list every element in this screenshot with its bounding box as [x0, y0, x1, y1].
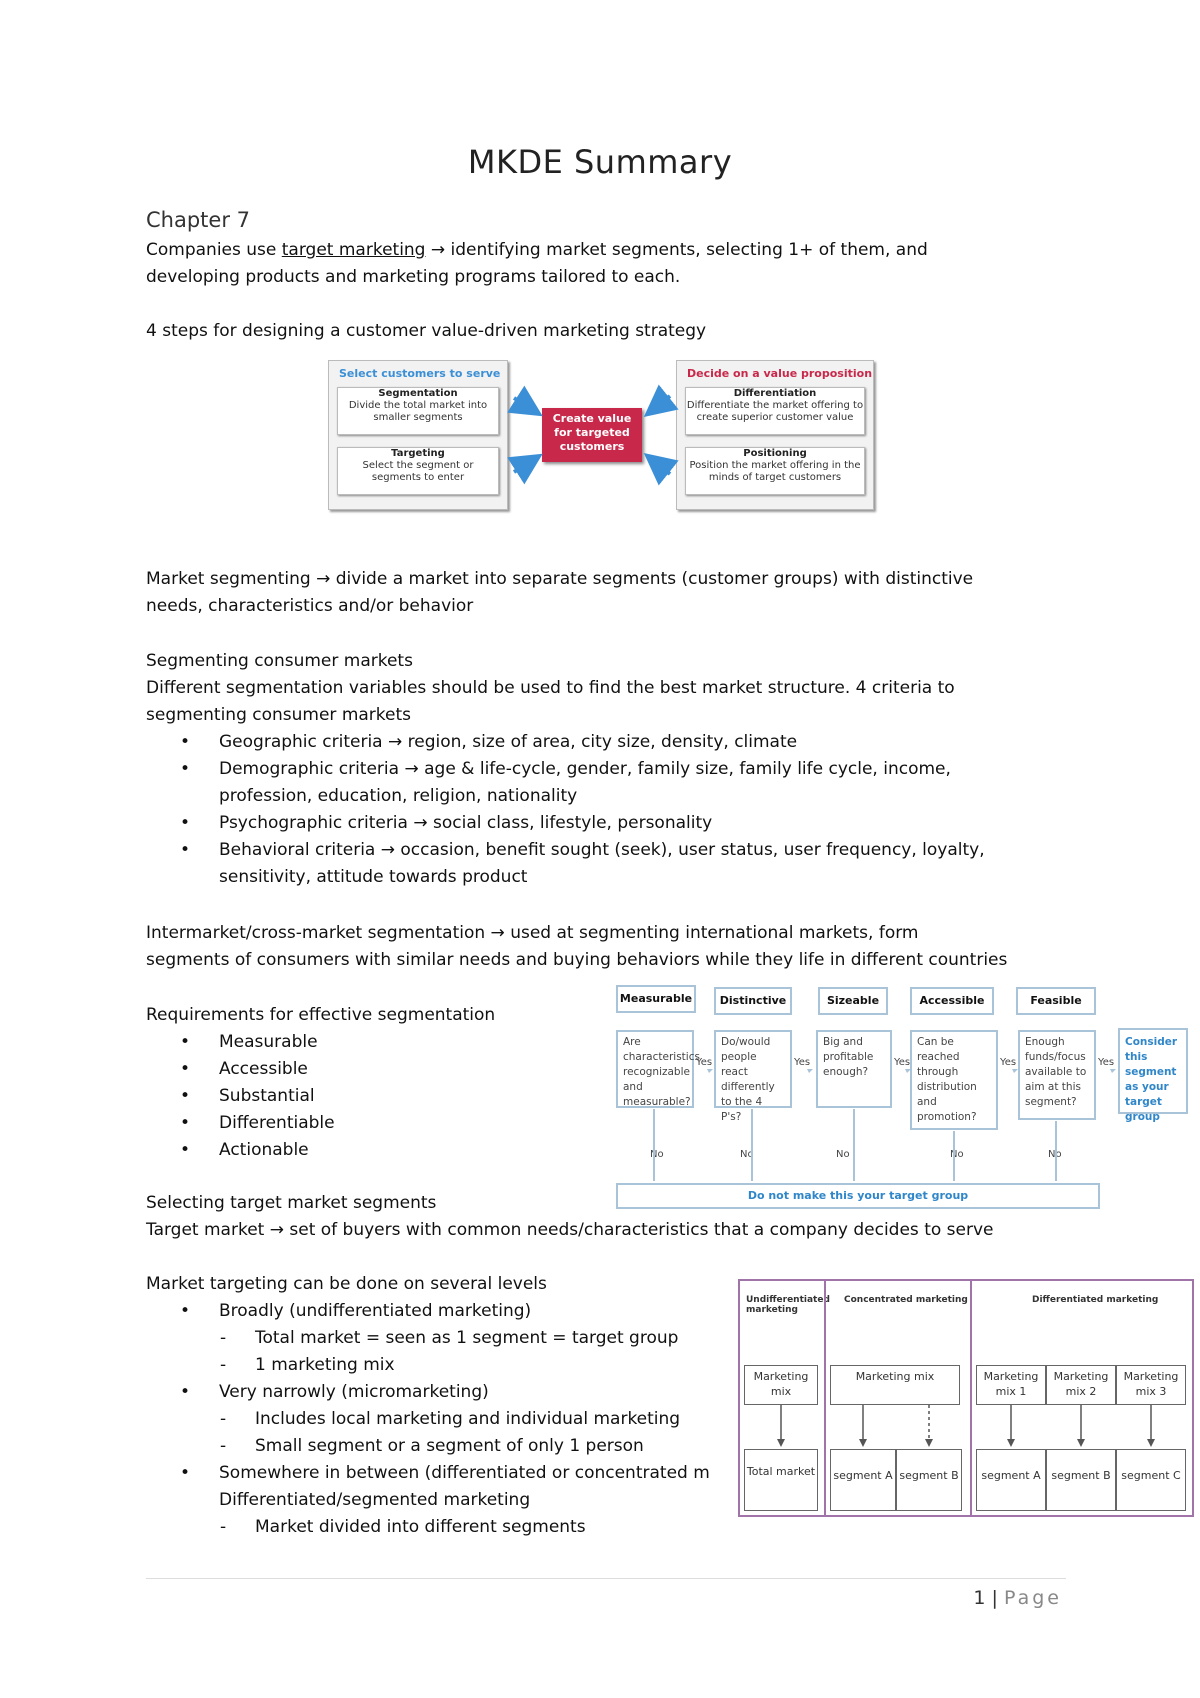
header-feasible: Feasible [1016, 987, 1096, 1015]
bullet-icon: • [180, 1382, 191, 1402]
dash-icon: - [220, 1328, 227, 1348]
marketing-mix-3-box: Marketing mix 3 [1116, 1365, 1186, 1405]
bullet-icon: • [180, 813, 191, 833]
list-item: Substantial [219, 1086, 315, 1106]
bullet-icon: • [180, 1140, 191, 1160]
list-item: Very narrowly (micromarketing) [219, 1382, 489, 1402]
value-driven-strategy-figure [328, 360, 876, 514]
do-not-target-box: Do not make this your target group [616, 1183, 1100, 1209]
list-item: Demographic criteria → age & life-cycle, gender, family size, family life cycle, income, [219, 759, 951, 779]
no-label: No [740, 1149, 754, 1160]
yes-label: Yes [794, 1057, 811, 1068]
header-accessible: Accessible [910, 987, 994, 1015]
arrow-icon [514, 458, 536, 472]
question-sizeable: Big and profitable enough? [816, 1030, 892, 1108]
consumer-line-2: segmenting consumer markets [146, 705, 412, 725]
dash-icon: - [220, 1436, 227, 1456]
yes-label: Yes [1098, 1057, 1115, 1068]
bullet-icon: • [180, 840, 191, 860]
levels-heading: Market targeting can be done on several levels [146, 1274, 547, 1294]
intro-prefix: Companies use [146, 240, 282, 260]
marketing-mix-2-box: Marketing mix 2 [1046, 1365, 1116, 1405]
header-measurable: Measurable [616, 985, 696, 1013]
segment-c-box: segment C [1116, 1449, 1186, 1511]
list-item: Broadly (undifferentiated marketing) [219, 1301, 532, 1321]
sub-item: Total market = seen as 1 segment = target group [255, 1328, 679, 1348]
sub-item: Market divided into different segments [255, 1517, 586, 1537]
list-item: Actionable [219, 1140, 309, 1160]
bullet-icon: • [180, 759, 191, 779]
segmenting-line-2: needs, characteristics and/or behavior [146, 596, 474, 616]
consumer-line-1: Different segmentation variables should be used to find the best market structure. 4 criteria to [146, 678, 955, 698]
footer-divider [146, 1578, 1066, 1579]
differentiation-text: Differentiate the market offering to create superior customer value [686, 400, 864, 423]
total-market-box: Total market [744, 1449, 818, 1511]
question-feasible: Enough funds/focus available to aim at this segment? [1018, 1030, 1096, 1120]
no-label: No [1048, 1149, 1062, 1160]
bullet-icon: • [180, 1059, 191, 1079]
figure2-arrows [610, 985, 1190, 1215]
marketing-mix-box: Marketing mix [744, 1365, 818, 1405]
arrow-icon [859, 1439, 867, 1447]
list-item: Somewhere in between (differentiated or concentrated m [219, 1463, 710, 1483]
bullet-icon: • [180, 1301, 191, 1321]
segmenting-line-1: Market segmenting → divide a market into separate segments (customer groups) with distinctive [146, 569, 974, 589]
arrow-icon [1007, 1439, 1015, 1447]
question-distinctive: Do/would people react differently to the 4 P's? [714, 1030, 792, 1108]
segment-b-box: segment B [1046, 1449, 1116, 1511]
dash-icon: - [220, 1517, 227, 1537]
bullet-icon: • [180, 1463, 191, 1483]
differentiation-title: Differentiation [733, 388, 817, 399]
positioning-title: Positioning [743, 448, 807, 459]
requirements-heading: Requirements for effective segmentation [146, 1005, 496, 1025]
segmentation-requirements-figure [610, 985, 1190, 1215]
segment-b-box: segment B [896, 1449, 962, 1511]
header-sizeable: Sizeable [818, 987, 888, 1015]
targeting-title: Targeting [391, 448, 445, 459]
list-item: Differentiable [219, 1113, 335, 1133]
bullet-icon: • [180, 732, 191, 752]
question-measurable: Are characteristics recognizable and measurable? [616, 1030, 694, 1108]
yes-label: Yes [696, 1057, 713, 1068]
consumer-heading: Segmenting consumer markets [146, 651, 413, 671]
page-title: MKDE Summary [467, 143, 733, 181]
arrow-icon [650, 396, 670, 412]
intro-term: target marketing [281, 240, 426, 260]
arrow-icon [925, 1439, 933, 1447]
segment-a-box: segment A [976, 1449, 1046, 1511]
footer-separator: | [991, 1587, 998, 1609]
no-label: No [950, 1149, 964, 1160]
header-distinctive: Distinctive [714, 987, 792, 1015]
arrow-icon [1077, 1439, 1085, 1447]
bullet-icon: • [180, 1113, 191, 1133]
list-item: Psychographic criteria → social class, lifestyle, personality [219, 813, 713, 833]
sub-item: Small segment or a segment of only 1 person [255, 1436, 644, 1456]
arrow-icon [650, 458, 670, 474]
targeting-levels-figure [738, 1279, 1194, 1517]
sub-item: Includes local marketing and individual marketing [255, 1409, 681, 1429]
targeting-text: Select the segment or segments to enter [362, 460, 474, 483]
selecting-heading: Selecting target market segments [146, 1193, 437, 1213]
list-item-continued: Differentiated/segmented marketing [219, 1490, 531, 1510]
page-footer [0, 1587, 1062, 1609]
undifferentiated-header: Undifferentiated marketing [746, 1295, 830, 1315]
marketing-mix-1-box: Marketing mix 1 [976, 1365, 1046, 1405]
list-item: Measurable [219, 1032, 318, 1052]
intro-rest: → identifying market segments, selecting 1+ of them, and [425, 240, 928, 260]
differentiated-header: Differentiated marketing [1032, 1295, 1159, 1305]
create-value-box: Create value for targeted customers [542, 408, 642, 462]
arrow-icon [707, 1069, 1116, 1073]
figure1-arrows [328, 360, 876, 514]
yes-label: Yes [1000, 1057, 1017, 1068]
bullet-icon: • [180, 1032, 191, 1052]
arrow-icon [777, 1439, 785, 1447]
bullet-icon: • [180, 1086, 191, 1106]
dash-icon: - [220, 1355, 227, 1375]
list-item: Geographic criteria → region, size of area, city size, density, climate [219, 732, 798, 752]
no-label: No [650, 1149, 664, 1160]
list-item: Accessible [219, 1059, 308, 1079]
intermarket-line-1: Intermarket/cross-market segmentation → used at segmenting international markets, form [146, 923, 919, 943]
intro-line-2: developing products and marketing programs tailored to each. [146, 267, 681, 287]
segmentation-title: Segmentation [378, 388, 458, 399]
select-customers-header: Select customers to serve [339, 367, 501, 380]
positioning-text: Position the market offering in the minds of target customers [689, 460, 861, 483]
steps-heading: 4 steps for designing a customer value-driven marketing strategy [146, 321, 707, 341]
sub-item: 1 marketing mix [255, 1355, 395, 1375]
no-label: No [836, 1149, 850, 1160]
list-item-continued: sensitivity, attitude towards product [219, 867, 528, 887]
intermarket-line-2: segments of consumers with similar needs and buying behaviors while they life in different countries [146, 950, 1008, 970]
marketing-mix-box: Marketing mix [830, 1365, 960, 1405]
value-proposition-header: Decide on a value proposition [687, 367, 873, 380]
list-item: Behavioral criteria → occasion, benefit sought (seek), user status, user frequency, loyalty, [219, 840, 985, 860]
page-label: Page [1004, 1587, 1062, 1609]
question-accessible: Can be reached through distribution and promotion? [910, 1030, 998, 1130]
chapter-heading: Chapter 7 [146, 208, 250, 232]
intro-line-1 [146, 237, 928, 264]
page-number: 1 [973, 1587, 986, 1609]
arrow-icon [1147, 1439, 1155, 1447]
dash-icon: - [220, 1409, 227, 1429]
arrow-icon [514, 398, 536, 412]
segment-a-box: segment A [830, 1449, 896, 1511]
selecting-line: Target market → set of buyers with common needs/characteristics that a company decides to serve [146, 1220, 994, 1240]
segmentation-text: Divide the total market into smaller segments [348, 400, 488, 423]
concentrated-header: Concentrated marketing [844, 1295, 968, 1305]
consider-segment-box: Consider this segment as your target group [1118, 1028, 1188, 1114]
yes-label: Yes [894, 1057, 911, 1068]
figure3-arrows [740, 1281, 1192, 1515]
list-item-continued: profession, education, religion, nationality [219, 786, 578, 806]
